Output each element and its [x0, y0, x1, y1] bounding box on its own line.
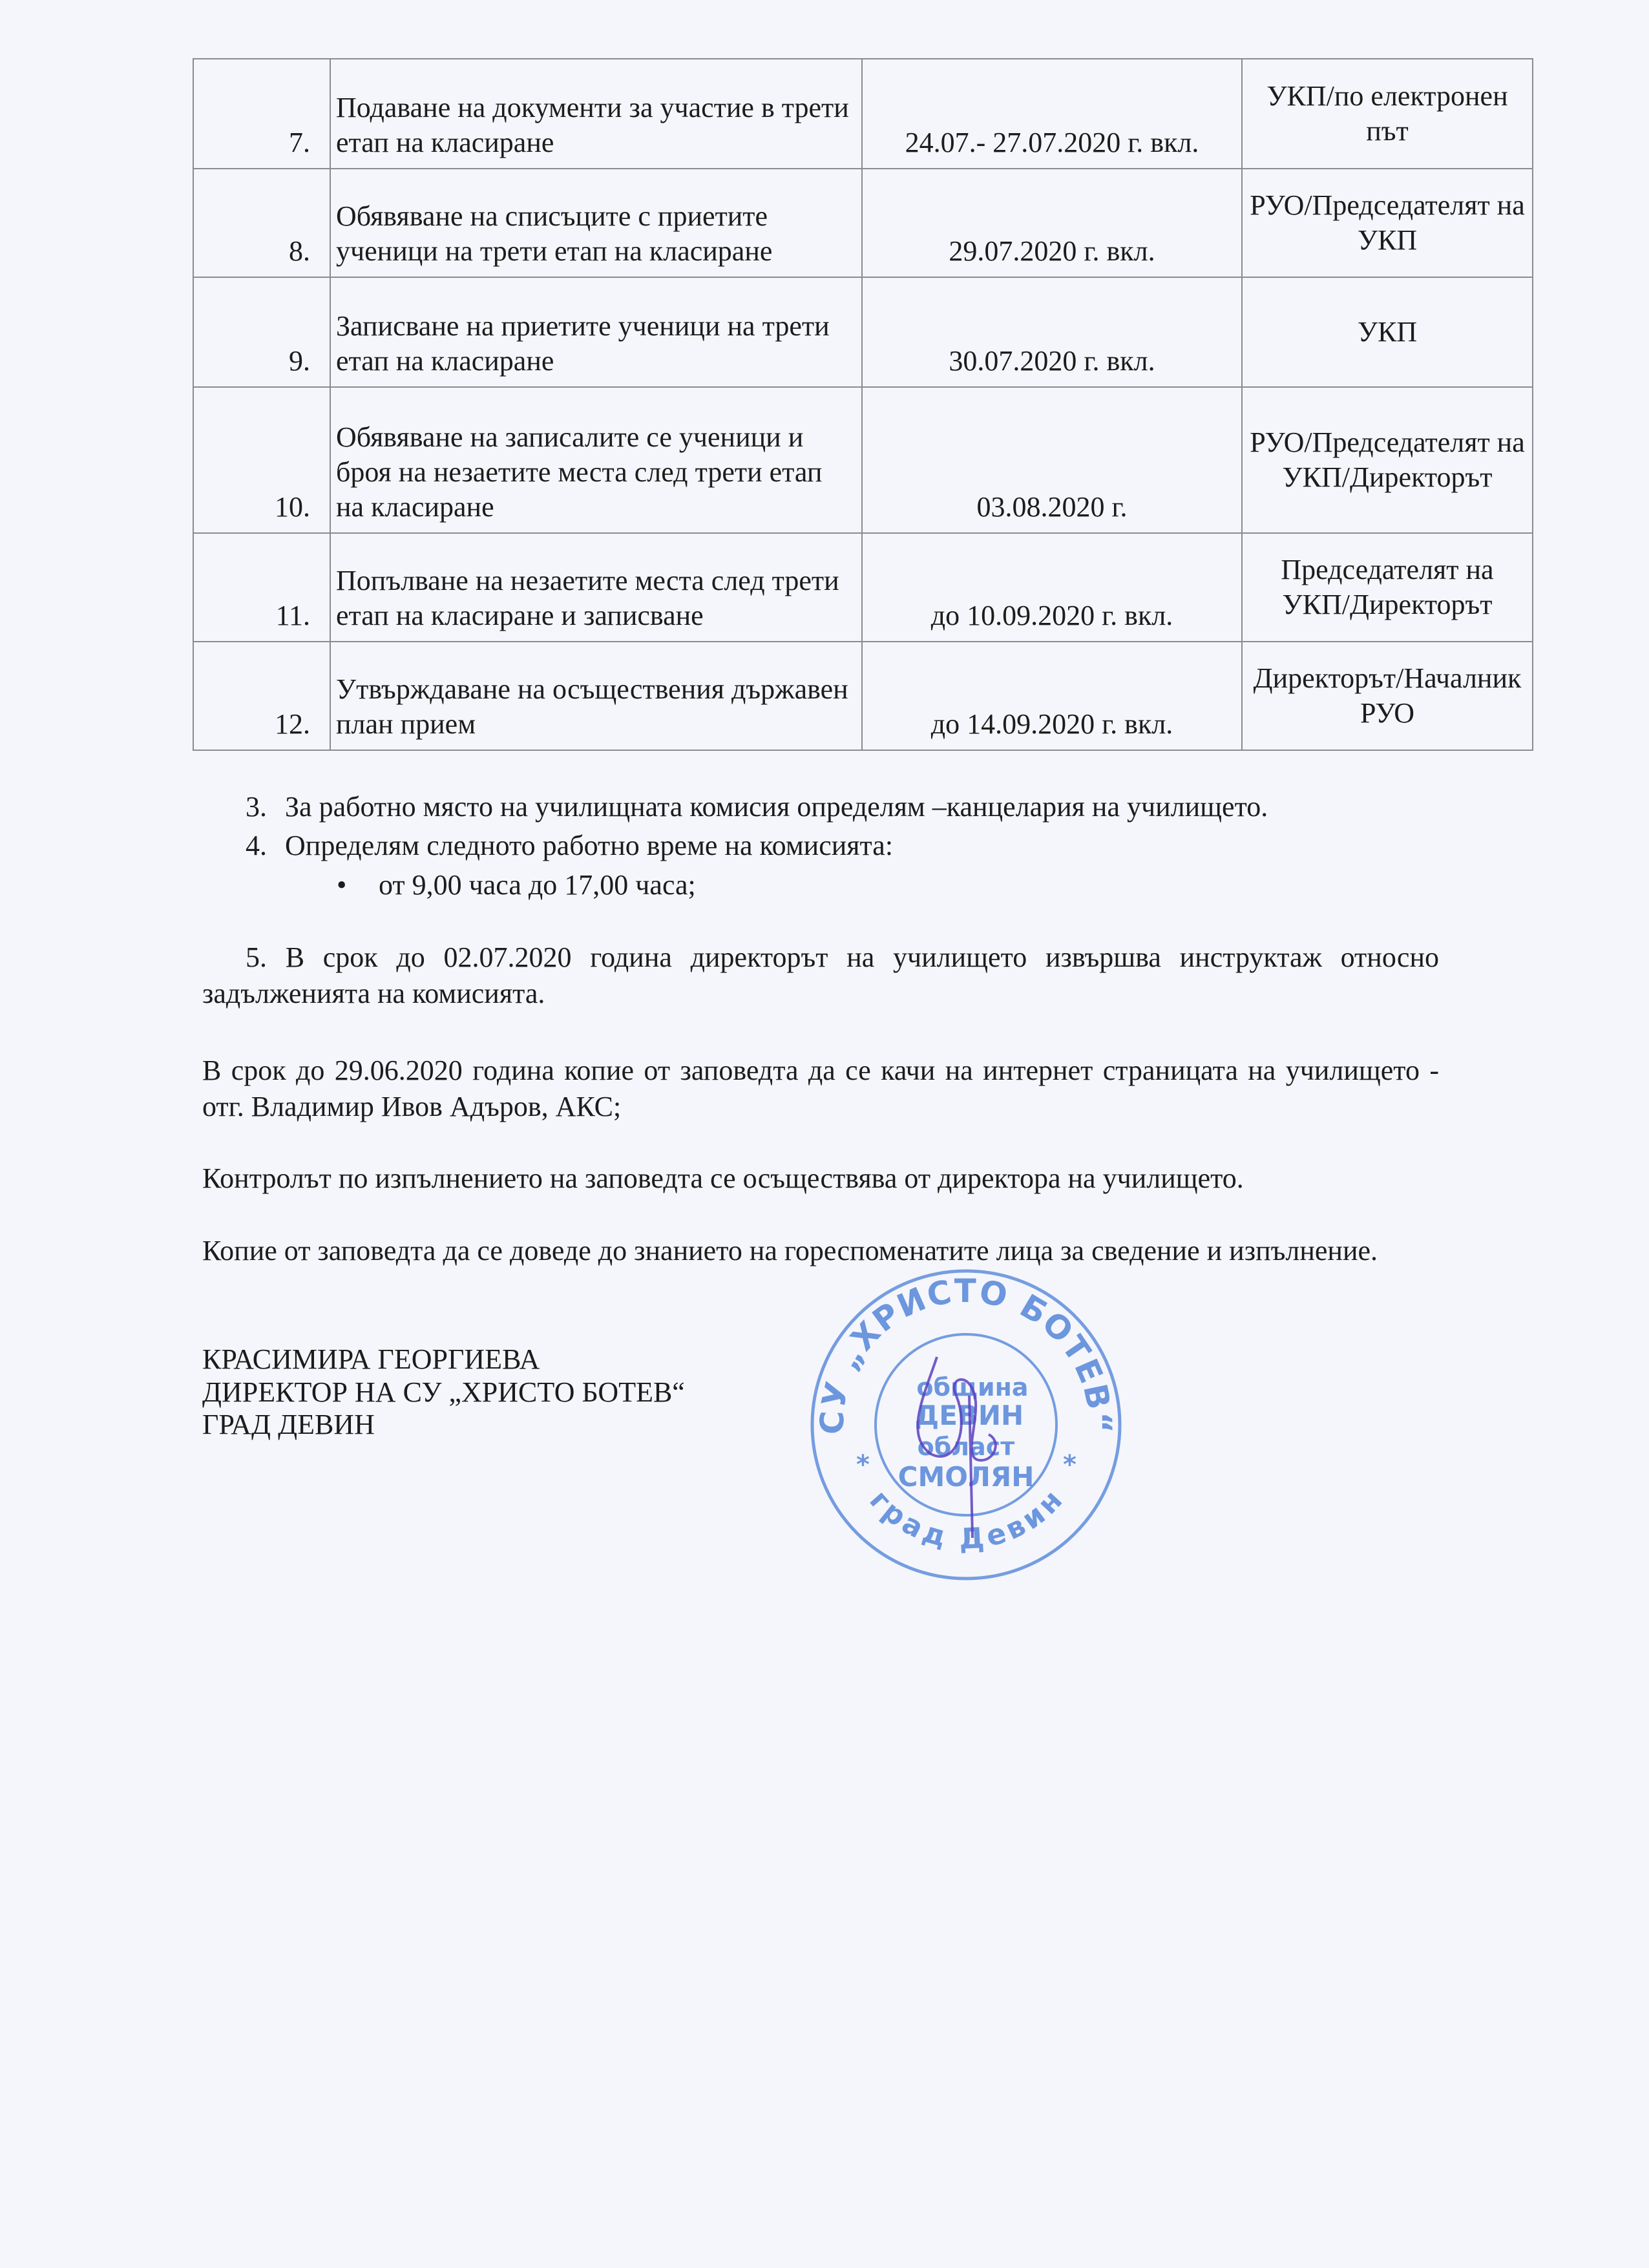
svg-text:СУ „ХРИСТО БОТЕВ“: СУ „ХРИСТО БОТЕВ“ — [813, 1272, 1119, 1435]
svg-text:*: * — [856, 1450, 870, 1480]
signatory-title: ДИРЕКТОР НА СУ „ХРИСТО БОТЕВ“ — [202, 1376, 685, 1408]
responsible-cell: РУО/Председателят на УКП/Директорът — [1242, 387, 1533, 533]
activity-cell: Попълване на незаетите места след трети етап на класиране и записване — [330, 533, 862, 642]
item-number: 4. — [246, 830, 267, 861]
row-number: 7. — [193, 59, 330, 169]
date-cell: 24.07.- 27.07.2020 г. вкл. — [862, 59, 1242, 169]
schedule-table — [193, 58, 1533, 751]
item-3 — [246, 790, 1268, 824]
date-cell: 29.07.2020 г. вкл. — [862, 169, 1242, 277]
item-text: За работно място на училищната комисия определям –канцелария на училището. — [285, 791, 1268, 823]
signatory-name: КРАСИМИРА ГЕОРГИЕВА — [202, 1343, 540, 1375]
paragraph-website: В срок до 29.06.2020 година копие от заповедта да се качи на интернет страницата на училището - отг. Владимир Ивов Адъров, АКС; — [202, 1055, 1439, 1122]
responsible-cell: УКП/по електронен път — [1242, 59, 1533, 169]
row-number: 8. — [193, 169, 330, 277]
svg-text:СМОЛЯН: СМОЛЯН — [898, 1461, 1035, 1493]
item-4 — [246, 828, 894, 863]
table-row — [193, 533, 1533, 642]
item-text: Определям следното работно време на комисията: — [285, 830, 894, 861]
table-row — [193, 387, 1533, 533]
row-number: 12. — [193, 642, 330, 750]
activity-cell: Подаване на документи за участие в трети етап на класиране — [330, 59, 862, 169]
paragraph-copy: Копие от заповедта да се доведе до знанието на гореспоменатите лица за сведение и изпълнение. — [202, 1235, 1378, 1266]
date-cell: до 14.09.2020 г. вкл. — [862, 642, 1242, 750]
signatory-city: ГРАД ДЕВИН — [202, 1409, 375, 1440]
table-row — [193, 277, 1533, 387]
activity-cell: Обявяване на списъците с приетите ученици на трети етап на класиране — [330, 169, 862, 277]
activity-cell: Записване на приетите ученици на трети етап на класиране — [330, 277, 862, 387]
date-cell: 03.08.2020 г. — [862, 387, 1242, 533]
svg-text:ДЕВИН: ДЕВИН — [914, 1400, 1024, 1431]
row-number: 11. — [193, 533, 330, 642]
bullet-icon: • — [337, 869, 347, 901]
responsible-cell: РУО/Председателят на УКП — [1242, 169, 1533, 277]
date-cell: 30.07.2020 г. вкл. — [862, 277, 1242, 387]
activity-cell: Утвърждаване на осъществения държавен план прием — [330, 642, 862, 750]
table-row — [193, 169, 1533, 277]
row-number: 9. — [193, 277, 330, 387]
paragraph-control: Контролът по изпълнението на заповедта се осъществява от директора на училището. — [202, 1162, 1244, 1194]
svg-text:град Девин: град Девин — [863, 1484, 1069, 1557]
svg-text:община: община — [916, 1373, 1029, 1402]
svg-text:област: област — [917, 1433, 1015, 1461]
date-cell: до 10.09.2020 г. вкл. — [862, 533, 1242, 642]
school-stamp — [808, 1266, 1124, 1583]
paragraph-instruction: 5. В срок до 02.07.2020 година директорът на училището извършва инструктаж относно задълженията на комисията. — [202, 941, 1439, 1009]
responsible-cell: УКП — [1242, 277, 1533, 387]
activity-cell: Обявяване на записалите се ученици и броя на незаетите места след трети етап на класиране — [330, 387, 862, 533]
table-row — [193, 642, 1533, 750]
responsible-cell: Директорът/Началник РУО — [1242, 642, 1533, 750]
svg-text:*: * — [1063, 1450, 1077, 1480]
responsible-cell: Председателят на УКП/Директорът — [1242, 533, 1533, 642]
row-number: 10. — [193, 387, 330, 533]
bullet-item — [337, 868, 696, 903]
bullet-text: от 9,00 часа до 17,00 часа; — [379, 869, 696, 901]
item-number: 3. — [246, 791, 267, 823]
table-row — [193, 59, 1533, 169]
